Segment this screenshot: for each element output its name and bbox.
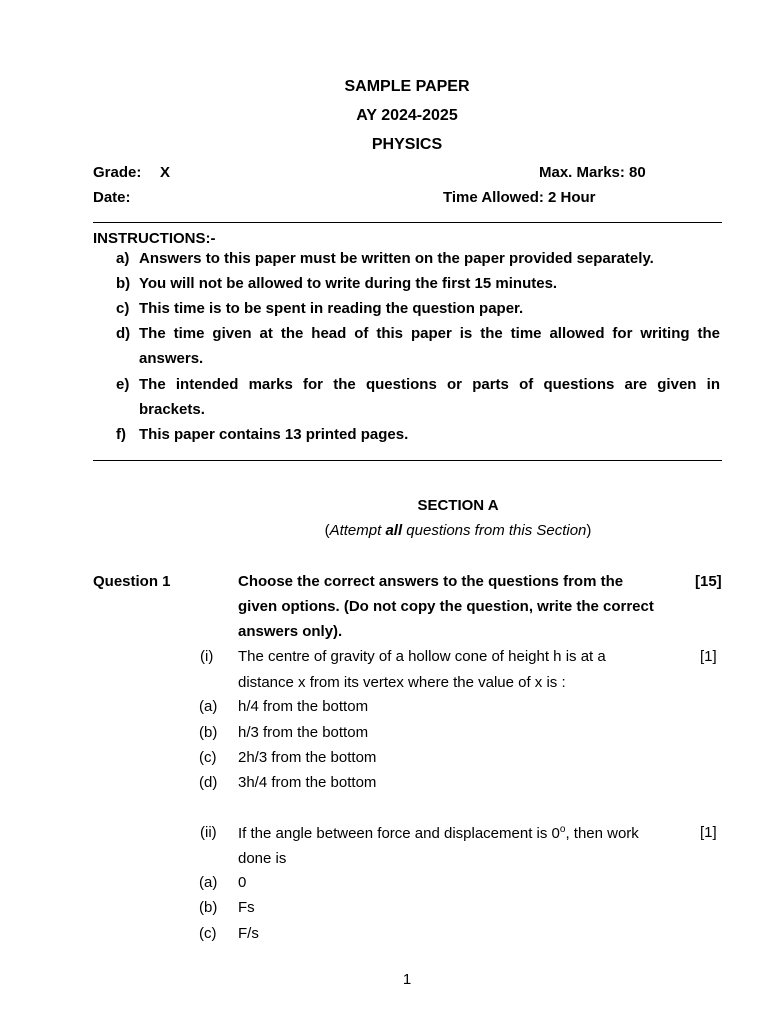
option-marker: (a) bbox=[199, 874, 218, 891]
instruction-letter: b) bbox=[116, 275, 131, 292]
question-text: given options. (Do not copy the question, write the correct bbox=[238, 598, 654, 615]
subquestion-number: (i) bbox=[200, 648, 214, 665]
instruction-text: You will not be allowed to write during the first 15 minutes. bbox=[139, 275, 558, 292]
question-text: answers only). bbox=[238, 623, 343, 640]
option-marker: (d) bbox=[199, 774, 218, 791]
date-label: Date: bbox=[93, 189, 131, 206]
instruction-letter: d) bbox=[116, 325, 131, 342]
instruction-text-continued: answers. bbox=[139, 350, 204, 367]
option-text: h/3 from the bottom bbox=[238, 724, 369, 741]
instruction-text: The time given at the head of this paper is the time allowed for writing the bbox=[139, 325, 720, 342]
instruction-text: The intended marks for the questions or parts of questions are given in bbox=[139, 376, 720, 393]
academic-year: AY 2024-2025 bbox=[356, 107, 458, 124]
instruction-text: Answers to this paper must be written on the paper provided separately. bbox=[139, 250, 654, 267]
option-text: 3h/4 from the bottom bbox=[238, 774, 377, 791]
page-number: 1 bbox=[402, 971, 412, 988]
divider-top bbox=[93, 222, 722, 223]
subquestion-number: (ii) bbox=[200, 824, 217, 841]
question-marks: [15] bbox=[695, 573, 722, 590]
section-note: (Attempt all questions from this Section) bbox=[324, 522, 592, 539]
subquestion-text: The centre of gravity of a hollow cone of height h is at a bbox=[238, 648, 606, 665]
subquestion-marks: [1] bbox=[700, 648, 717, 665]
question-text: Choose the correct answers to the questions from the bbox=[238, 573, 624, 590]
option-marker: (b) bbox=[199, 899, 218, 916]
option-marker: (a) bbox=[199, 698, 218, 715]
option-text: 2h/3 from the bottom bbox=[238, 749, 377, 766]
question-label: Question 1 bbox=[93, 573, 171, 590]
option-marker: (b) bbox=[199, 724, 218, 741]
subquestion-text: If the angle between force and displacement is 0$^o$, then work bbox=[238, 824, 639, 842]
option-text: 0 bbox=[238, 874, 247, 891]
instruction-text-continued: brackets. bbox=[139, 401, 205, 418]
subquestion-marks: [1] bbox=[700, 824, 717, 841]
subquestion-text: done is bbox=[238, 850, 287, 867]
section-title: SECTION A bbox=[417, 497, 499, 514]
option-text: Fs bbox=[238, 899, 255, 916]
instruction-text: This time is to be spent in reading the question paper. bbox=[139, 300, 524, 317]
instruction-letter: c) bbox=[116, 300, 130, 317]
instructions-heading: INSTRUCTIONS:- bbox=[93, 230, 216, 247]
option-marker: (c) bbox=[199, 749, 217, 766]
subquestion-text: distance x from its vertex where the value of x is : bbox=[238, 674, 566, 691]
max-marks: Max. Marks: 80 bbox=[539, 164, 646, 181]
instruction-letter: a) bbox=[116, 250, 130, 267]
divider-bottom bbox=[93, 460, 722, 461]
grade-value: X bbox=[160, 164, 171, 181]
time-allowed: Time Allowed: 2 Hour bbox=[443, 189, 596, 206]
instruction-text: This paper contains 13 printed pages. bbox=[139, 426, 409, 443]
grade-label: Grade: bbox=[93, 164, 142, 181]
option-text: F/s bbox=[238, 925, 259, 942]
option-marker: (c) bbox=[199, 925, 217, 942]
subject-title: PHYSICS bbox=[371, 136, 443, 153]
option-text: h/4 from the bottom bbox=[238, 698, 369, 715]
paper-title: SAMPLE PAPER bbox=[344, 78, 470, 95]
instruction-letter: f) bbox=[116, 426, 126, 443]
instruction-letter: e) bbox=[116, 376, 130, 393]
